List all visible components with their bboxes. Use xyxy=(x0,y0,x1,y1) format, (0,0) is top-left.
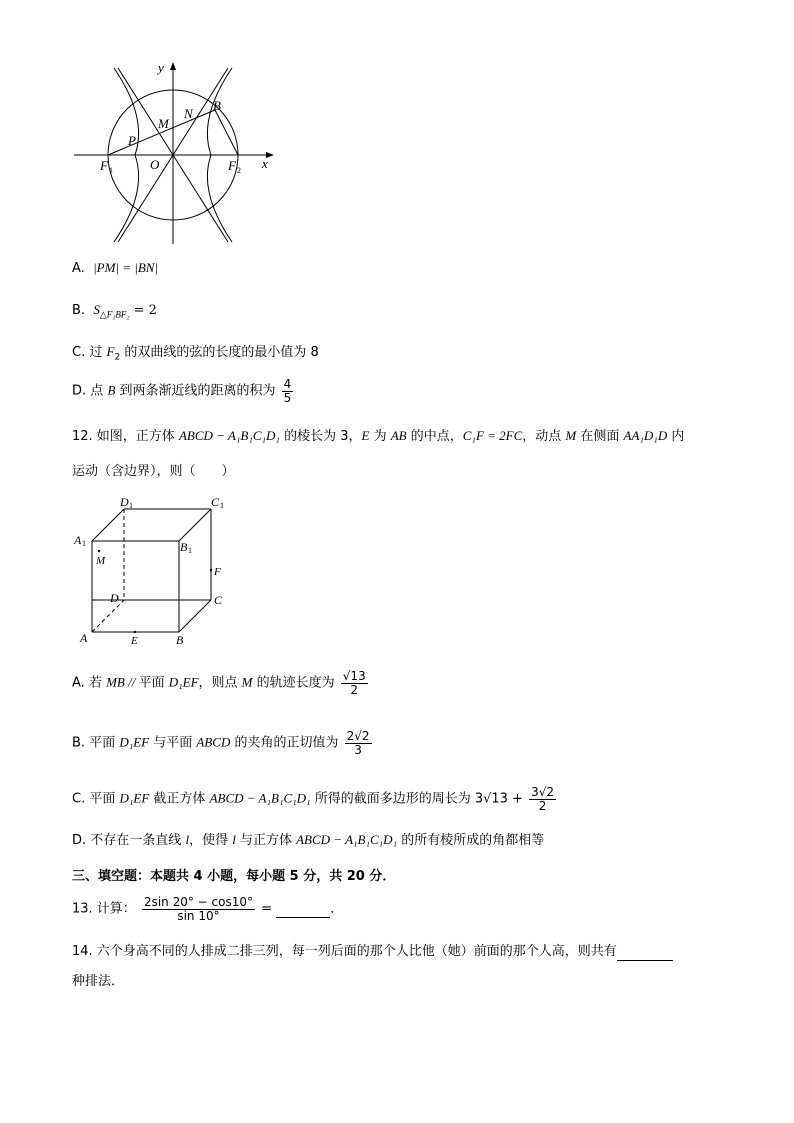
label-F2-sub: 2 xyxy=(237,166,241,175)
q14-answer-blank[interactable] xyxy=(617,944,673,961)
label-P: P xyxy=(128,133,136,148)
q11-option-d: D. 点 B 到两条渐近线的距离的积为 $\frac{4}{5}$ xyxy=(72,377,292,405)
cube-label-C: C xyxy=(214,593,223,607)
section-3-heading: 三、填空题：本题共 4 小题，每小题 5 分，共 20 分． xyxy=(72,869,396,884)
q13: 13. 计算： $\frac{2\sin 20^\circ - \cos 10^\circ}{\sin 10^\circ}$ = ． xyxy=(72,895,344,923)
q12-option-d: D. 不存在一条直线 l，使得 l 与正方体 ABCD − A₁B₁C₁D₁ 的所有棱所成的角都相等 xyxy=(72,832,545,848)
q12-option-b: B. 平面 D₁EF 与平面 ABCD 的夹角的正切值为 $\frac{2√2}{3}$ xyxy=(72,729,370,757)
label-N: N xyxy=(184,106,193,121)
label-y: y xyxy=(158,60,164,75)
q14-line2: 种排法． xyxy=(72,974,125,989)
q11-option-a: A. |PM| = |BN| xyxy=(72,260,159,276)
cube-label-A1: A xyxy=(74,533,82,547)
cube-label-D1-sub: 1 xyxy=(129,501,133,510)
q12-stem-line1: 12. 如图，正方体 ABCD − A₁B₁C₁D₁ 的棱长为 3，E 为 AB 的中点，C₁F = 2FC，动点 M 在侧面 AA₁D₁D 内 xyxy=(72,428,685,444)
q12-stem-line2: 运动（含边界），则（ ） xyxy=(72,464,235,479)
q12-option-c: C. 平面 D₁EF 截正方体 ABCD − A₁B₁C₁D₁ 所得的截面多边形的周长为 3√13 + $\frac{3√2}{2}$ xyxy=(72,785,555,813)
q13-answer-blank[interactable] xyxy=(276,902,330,919)
label-F1: F xyxy=(100,158,108,173)
cube-label-C1-sub: 1 xyxy=(220,501,224,510)
cube-label-A1-sub: 1 xyxy=(82,539,86,548)
cube-label-F: F xyxy=(214,566,221,578)
hyperbola-circle-figure xyxy=(70,58,280,248)
label-B: B xyxy=(213,98,221,113)
label-M: M xyxy=(158,116,169,131)
cube-figure xyxy=(72,494,242,646)
q11-option-c: C. 过 $F_2$ 的双曲线的弦的长度的最小值为 8 xyxy=(72,344,319,363)
q12-option-a: A. 若 MB // 平面 D₁EF，则点 M 的轨迹长度为 $\frac{√13}{2}$ xyxy=(72,669,366,697)
label-x: x xyxy=(262,156,268,171)
cube-label-B: B xyxy=(176,633,184,646)
cube-label-M: M xyxy=(96,555,106,567)
label-F1-sub: 1 xyxy=(109,166,113,175)
cube-label-D: D xyxy=(110,591,119,605)
cube-label-E: E xyxy=(131,635,138,646)
cube-label-C1: C xyxy=(211,495,220,509)
cube-label-A: A xyxy=(80,631,88,645)
label-O: O xyxy=(150,157,160,172)
cube-label-B1-sub: 1 xyxy=(188,546,192,555)
q14-line1: 14. 六个身高不同的人排成二排三列，每一列后面的那个人比他（她）前面的那个人高，则共有 xyxy=(72,944,673,961)
label-F2: F xyxy=(228,158,236,173)
q11-option-b: B. $S_{\triangle F_1BF_2} = 2$ xyxy=(72,302,157,320)
cube-label-D1: D xyxy=(120,495,129,509)
cube-label-B1: B xyxy=(180,540,188,554)
